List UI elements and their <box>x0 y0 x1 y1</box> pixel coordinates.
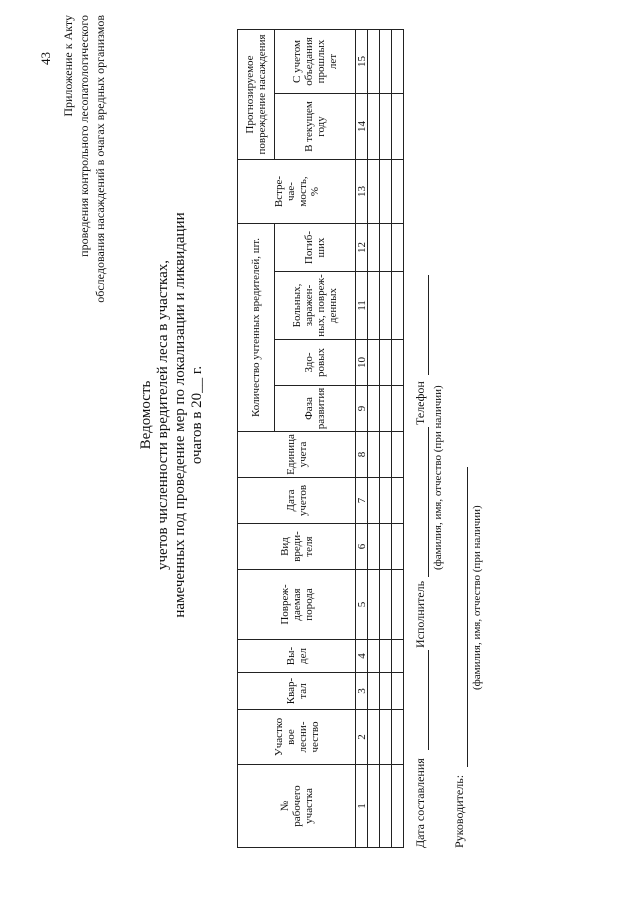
column-header-9 <box>274 385 356 432</box>
page-number: 43 <box>38 52 53 65</box>
column-header-14-line: В текущем <box>303 101 315 152</box>
column-header-11-line: Больных, <box>291 283 303 328</box>
column-header-11 <box>274 271 356 340</box>
column-header-15-line: С учетом <box>291 40 303 83</box>
column-header-5-line: Повреж- <box>278 584 291 625</box>
column-header-1-line: участка <box>302 788 315 824</box>
column-header-1-text <box>279 785 315 826</box>
column-header-7-line: учетов <box>296 484 309 517</box>
column-header-10-line: ровых <box>315 347 327 378</box>
table-cell-empty <box>391 29 404 94</box>
table-cell-empty <box>391 385 404 432</box>
column-header-12 <box>274 223 356 272</box>
column-header-6-line: теля <box>302 536 315 557</box>
column-header-14-text <box>303 101 327 152</box>
column-header-6-text <box>279 531 315 562</box>
column-header-10 <box>274 339 356 386</box>
column-number-label: 13 <box>355 186 368 197</box>
column-header-4 <box>237 639 356 673</box>
column-header-8-line: Единица <box>284 434 297 475</box>
column-number-label: 7 <box>355 497 368 504</box>
column-header-3-line: Квар- <box>284 677 297 705</box>
column-number-label: 12 <box>355 242 368 253</box>
column-header-11-line: денных <box>327 287 339 324</box>
column-header-15-line: объедания <box>303 37 315 86</box>
column-header-11-line: ных, повреж- <box>315 274 327 337</box>
column-header-1-line: рабочего <box>290 785 303 827</box>
column-header-5-text <box>279 584 315 624</box>
column-header-2-line: чество <box>308 721 321 753</box>
column-number-label: 11 <box>355 300 368 311</box>
column-header-13-line: % <box>308 186 321 197</box>
column-number-label: 10 <box>355 357 368 368</box>
column-header-8-line: учета <box>296 441 309 468</box>
column-header-1-line: № <box>278 800 291 812</box>
table-cell-empty <box>391 93 404 160</box>
date-line <box>428 650 429 750</box>
column-header-9-line: развития <box>315 387 327 430</box>
head-sub: (фамилия, имя, отчество (при наличии) <box>471 505 483 690</box>
column-header-10-line: Здо- <box>303 352 315 373</box>
column-header-9-text <box>303 388 327 430</box>
appendix-line-1: Приложение к Акту <box>61 15 75 117</box>
column-number-label: 4 <box>355 653 368 659</box>
column-header-2-line: Участко <box>272 717 285 757</box>
column-header-14-line: году <box>315 116 327 137</box>
column-header-13-line: чае- <box>284 182 297 201</box>
column-header-15-line: прошлых лет <box>315 39 339 84</box>
column-header-8-text <box>285 434 309 475</box>
table-cell-empty <box>391 764 404 848</box>
column-header-3-text <box>285 678 309 704</box>
group-header-counted <box>237 223 275 432</box>
column-header-5 <box>237 569 356 640</box>
column-header-3-line: тал <box>296 683 309 699</box>
column-header-13-line: Встре- <box>272 175 285 208</box>
column-header-6-line: вреди- <box>290 531 303 562</box>
column-header-14 <box>274 93 356 160</box>
table-cell-empty <box>391 159 404 224</box>
table-cell-empty <box>391 477 404 524</box>
group-header-forecast-text <box>244 34 268 154</box>
executor-sub: (фамилия, имя, отчество (при наличии) <box>432 385 444 570</box>
head-label: Руководитель: <box>452 774 466 848</box>
column-header-8 <box>237 431 356 478</box>
title-line-3: намеченных под проведение мер по локализации и ликвидации <box>172 212 188 618</box>
appendix-line-3: обследования насаждений в очагах вредных организмов <box>93 15 107 303</box>
column-header-5-line: даемая <box>290 588 303 621</box>
column-header-4-text <box>285 641 309 671</box>
column-number-label: 1 <box>355 803 368 809</box>
table-cell-empty <box>391 271 404 340</box>
group-header-forecast-line: повреждение насаждения <box>256 34 268 155</box>
column-header-13 <box>237 159 356 224</box>
table-cell-empty <box>391 523 404 570</box>
column-header-10-text <box>303 348 327 377</box>
column-header-6-line: Вид <box>278 537 291 556</box>
column-header-2-line: вое <box>284 729 297 745</box>
appendix-header <box>60 15 108 345</box>
column-header-12-text <box>303 231 327 264</box>
table-cell-empty <box>391 339 404 386</box>
column-header-7-text <box>285 485 309 516</box>
column-header-9-line: Фаза <box>303 397 315 420</box>
column-header-15-text <box>291 31 339 92</box>
table-cell-empty <box>391 709 404 765</box>
column-header-7 <box>237 477 356 524</box>
column-number-label: 5 <box>355 601 368 608</box>
column-header-4-line: Вы-дел <box>284 646 309 666</box>
column-number-label: 14 <box>355 121 368 132</box>
title-line-1: Ведомость <box>138 380 154 450</box>
column-header-6 <box>237 523 356 570</box>
group-header-forecast-line: Прогнозируемое <box>244 55 256 134</box>
date-label: Дата составления <box>413 758 427 848</box>
column-header-3 <box>237 672 356 710</box>
column-header-1 <box>237 764 356 848</box>
title-line-2: учетов численности вредителей леса в участках, <box>155 260 171 570</box>
phone-label: Телефон <box>413 381 427 425</box>
document-title <box>138 155 206 675</box>
column-header-2-text <box>273 718 321 756</box>
column-header-2 <box>237 709 356 765</box>
group-header-counted-label: Количество учтенных вредителей, шт. <box>250 238 262 417</box>
column-header-15 <box>274 29 356 94</box>
column-header-7-line: Дата <box>284 489 297 512</box>
table-cell-empty <box>391 431 404 478</box>
column-number-label: 6 <box>355 543 368 550</box>
executor-label: Исполнитель <box>413 580 427 648</box>
group-header-forecast <box>237 29 275 160</box>
table-cell-empty <box>391 223 404 272</box>
title-line-4: очагов в 20__ г. <box>189 365 205 465</box>
column-header-13-text <box>273 176 321 207</box>
column-number-label: 15 <box>355 56 368 67</box>
column-header-11-text <box>291 274 339 337</box>
column-number-label: 8 <box>355 451 368 458</box>
phone-line <box>428 275 429 375</box>
column-number-label: 2 <box>355 734 368 740</box>
table-cell-empty <box>391 672 404 710</box>
table-cell-empty <box>391 639 404 673</box>
table-cell-empty <box>391 569 404 640</box>
column-header-13-line: мость, <box>296 176 309 207</box>
column-header-11-line: заражен- <box>303 284 315 327</box>
head-line <box>467 467 468 767</box>
survey-table <box>237 30 407 848</box>
appendix-line-2: проведения контрольного лесопатологического <box>77 15 91 257</box>
column-header-12-line: Погиб- <box>303 230 315 265</box>
column-header-5-line: порода <box>302 588 315 621</box>
column-number-label: 3 <box>355 688 368 694</box>
executor-line <box>428 427 429 577</box>
column-header-2-line: лесни- <box>296 721 309 753</box>
column-number-label: 9 <box>355 405 368 412</box>
column-header-12-line: ших <box>315 237 327 258</box>
